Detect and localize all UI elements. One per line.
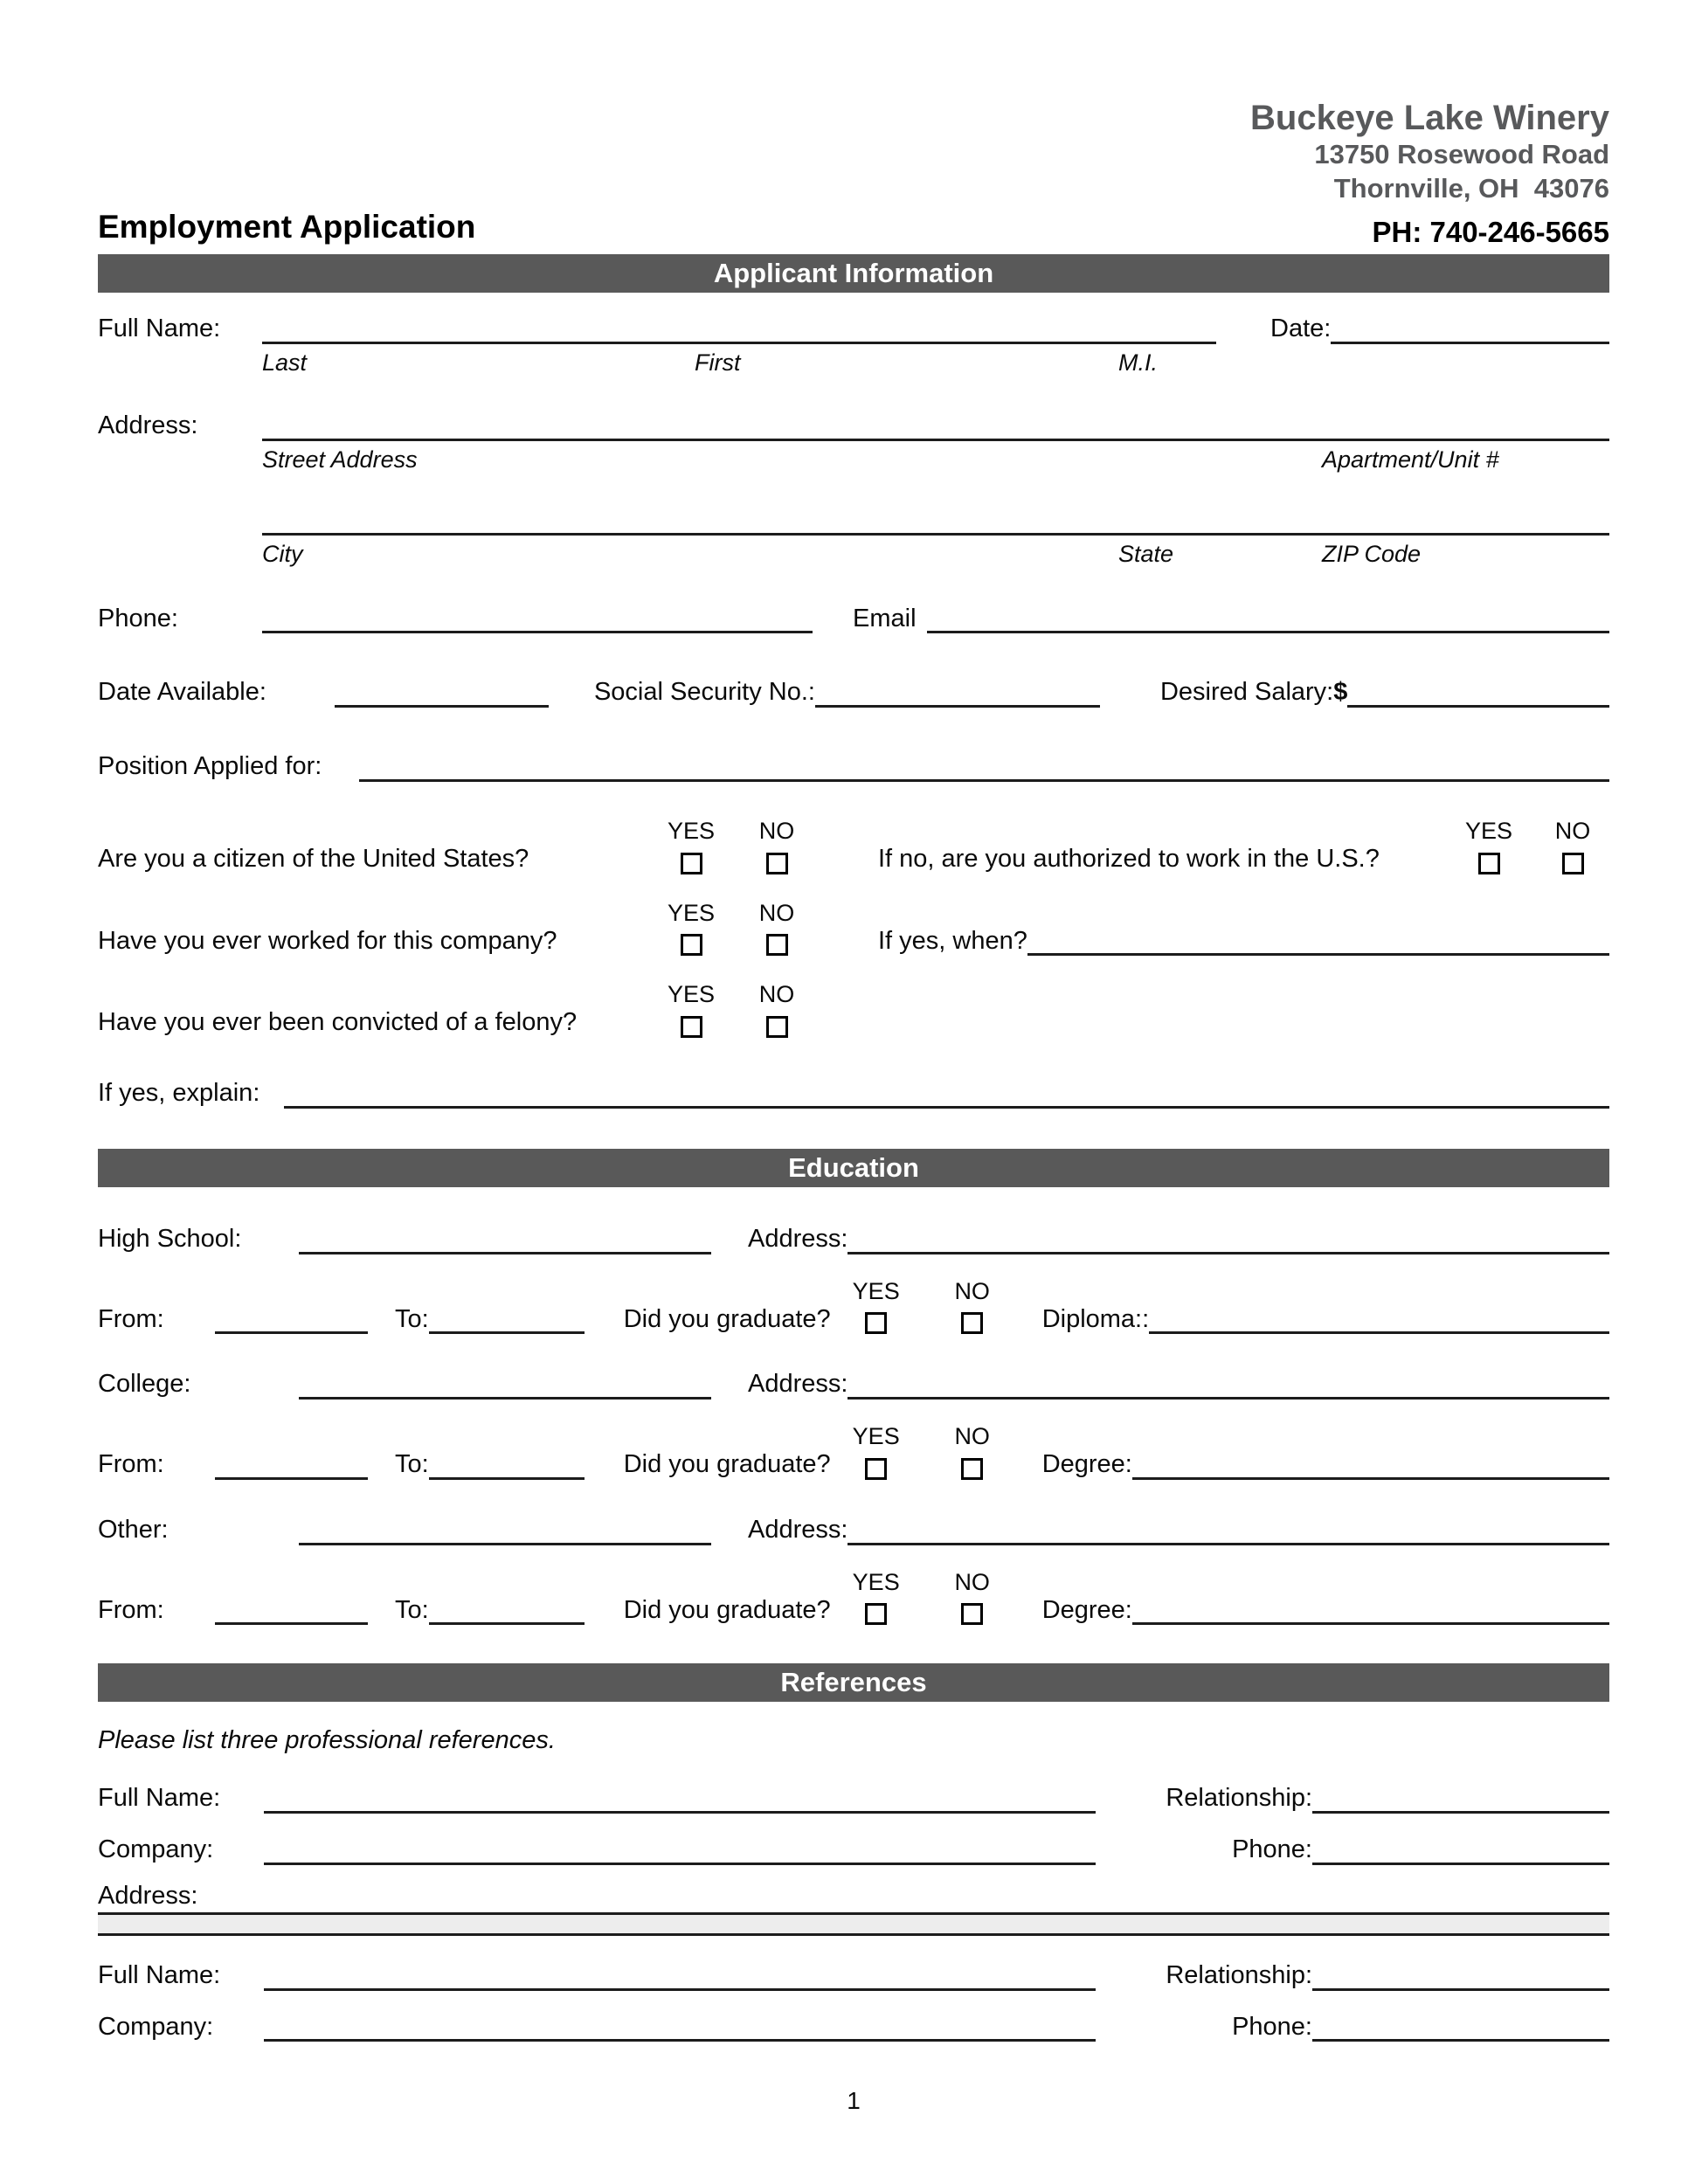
- worked-yes-label: YES: [667, 899, 716, 926]
- felony-yes-checkbox[interactable]: [681, 1016, 702, 1038]
- ref2-name-row: [98, 1960, 1609, 1991]
- citizen-no-option: [752, 819, 801, 874]
- position-field[interactable]: [359, 756, 1609, 782]
- college-graduate-label: Did you graduate?: [623, 1450, 831, 1479]
- worked-question-label: Have you ever worked for this company?: [98, 926, 557, 955]
- high-school-label: High School:: [98, 1224, 242, 1253]
- ref1-full-name-field[interactable]: [264, 1787, 1096, 1814]
- other-grad-no-label: NO: [954, 1568, 990, 1595]
- felony-no-checkbox[interactable]: [766, 1016, 788, 1038]
- desired-salary-label: Desired Salary:: [1159, 678, 1334, 707]
- ref2-phone-label: Phone:: [1232, 2012, 1312, 2041]
- college-degree-label: Degree:: [1041, 1450, 1132, 1479]
- section-header-references: References: [98, 1663, 1609, 1702]
- other-grad-no-option: [948, 1570, 997, 1626]
- position-row: [98, 751, 1609, 782]
- college-row: [98, 1369, 1609, 1400]
- other-label: Other:: [98, 1515, 169, 1544]
- hs-grad-yes-checkbox[interactable]: [865, 1312, 887, 1334]
- authorized-question-label: If no, are you authorized to work in the U.S.?: [878, 844, 1380, 873]
- college-to-label: To:: [395, 1450, 429, 1479]
- ref2-company-field[interactable]: [264, 2015, 1096, 2042]
- date-label: Date:: [1270, 314, 1332, 343]
- worked-yes-checkbox[interactable]: [681, 934, 702, 956]
- hs-grad-no-label: NO: [954, 1277, 990, 1304]
- other-grad-row: [98, 1570, 1609, 1626]
- other-grad-yes-label: YES: [852, 1568, 900, 1595]
- ref1-address-label: Address:: [98, 1881, 198, 1910]
- explain-label: If yes, explain:: [98, 1079, 260, 1108]
- hs-to-label: To:: [395, 1304, 429, 1333]
- hs-graduate-label: Did you graduate?: [623, 1304, 831, 1333]
- when-label: If yes, when?: [878, 926, 1027, 955]
- worked-yes-option: [667, 901, 716, 957]
- college-grad-no-option: [948, 1424, 997, 1480]
- felony-yes-label: YES: [667, 981, 716, 1008]
- company-info-block: [1250, 98, 1609, 249]
- citizen-question-label: Are you a citizen of the United States?: [98, 844, 529, 873]
- citizen-no-label: NO: [758, 818, 795, 845]
- ref1-phone-label: Phone:: [1232, 1835, 1312, 1864]
- college-degree-field[interactable]: [1132, 1454, 1609, 1480]
- section-header-education: Education: [98, 1149, 1609, 1187]
- state-sublabel: State: [1118, 540, 1174, 567]
- hs-grad-yes-option: [852, 1279, 901, 1335]
- college-field[interactable]: [299, 1373, 711, 1400]
- ref1-address-block: [98, 1881, 1609, 1936]
- college-to-field[interactable]: [429, 1454, 585, 1480]
- college-grad-row: [98, 1424, 1609, 1480]
- address-sublabels: [98, 441, 1609, 480]
- full-name-field[interactable]: [262, 318, 1216, 344]
- phone-label: Phone:: [98, 604, 178, 632]
- address-label: Address:: [98, 411, 198, 439]
- address-row: [98, 411, 1609, 441]
- email-label: Email: [853, 604, 917, 632]
- ref2-full-name-field[interactable]: [264, 1965, 1096, 1991]
- company-name: Buckeye Lake Winery: [1250, 99, 1609, 137]
- other-from-label: From:: [98, 1595, 164, 1624]
- hs-diploma-field[interactable]: [1149, 1308, 1609, 1334]
- full-name-row: [98, 314, 1609, 344]
- worked-no-option: [752, 901, 801, 957]
- college-from-label: From:: [98, 1450, 164, 1479]
- felony-yes-option: [667, 982, 716, 1038]
- high-school-grad-row: [98, 1279, 1609, 1335]
- date-available-label: Date Available:: [98, 678, 266, 707]
- citizen-yes-option: [667, 819, 716, 874]
- other-degree-label: Degree:: [1041, 1595, 1132, 1624]
- other-field[interactable]: [299, 1519, 711, 1545]
- page-header: [98, 98, 1609, 249]
- hs-from-field[interactable]: [215, 1308, 368, 1334]
- college-grad-yes-checkbox[interactable]: [865, 1458, 887, 1480]
- hs-grad-yes-label: YES: [852, 1277, 900, 1304]
- other-to-label: To:: [395, 1595, 429, 1624]
- other-from-field[interactable]: [215, 1599, 368, 1625]
- explain-row: [98, 1078, 1609, 1109]
- college-address-label: Address:: [748, 1370, 848, 1399]
- apartment-sublabel: Apartment/Unit #: [1322, 446, 1499, 473]
- street-address-sublabel: Street Address: [262, 446, 418, 473]
- authorized-no-option: [1548, 819, 1597, 874]
- felony-no-option: [752, 982, 801, 1038]
- ref2-full-name-label: Full Name:: [98, 1960, 221, 1989]
- other-address-label: Address:: [748, 1515, 848, 1544]
- desired-salary-field[interactable]: [1347, 681, 1609, 708]
- other-grad-no-checkbox[interactable]: [961, 1603, 983, 1625]
- other-grad-yes-checkbox[interactable]: [865, 1603, 887, 1625]
- form-title: Employment Application: [98, 209, 476, 245]
- ref2-phone-field[interactable]: [1312, 2015, 1609, 2042]
- ref1-relationship-field[interactable]: [1312, 1787, 1609, 1814]
- authorized-yes-checkbox[interactable]: [1478, 853, 1500, 874]
- ref1-company-label: Company:: [98, 1835, 214, 1864]
- city-state-zip-sublabels: [98, 536, 1609, 574]
- ref2-company-label: Company:: [98, 2012, 214, 2041]
- ref2-relationship-label: Relationship:: [1166, 1960, 1312, 1989]
- worked-question-row: [98, 901, 1609, 957]
- name-sublabels: [98, 344, 1609, 383]
- felony-no-label: NO: [758, 981, 795, 1008]
- ref1-company-row: [98, 1835, 1609, 1865]
- city-state-zip-field[interactable]: [262, 529, 1609, 536]
- felony-question-row: [98, 982, 1609, 1038]
- ref1-company-field[interactable]: [264, 1839, 1096, 1865]
- hs-grad-no-option: [948, 1279, 997, 1335]
- high-school-field[interactable]: [299, 1228, 711, 1254]
- company-address-line1: 13750 Rosewood Road: [1314, 139, 1609, 169]
- company-address-line2: Thornville, OH 43076: [1333, 172, 1609, 204]
- hs-to-field[interactable]: [429, 1308, 585, 1334]
- ref2-company-row: [98, 2012, 1609, 2042]
- other-grad-yes-option: [852, 1570, 901, 1626]
- explain-field[interactable]: [284, 1082, 1609, 1109]
- felony-question-label: Have you ever been convicted of a felony?: [98, 1008, 578, 1037]
- mi-sublabel: M.I.: [1118, 349, 1158, 376]
- ssn-field[interactable]: [815, 681, 1100, 708]
- city-state-zip-row: [98, 529, 1609, 536]
- ref2-relationship-field[interactable]: [1312, 1965, 1609, 1991]
- ref1-name-row: [98, 1783, 1609, 1814]
- college-grad-yes-option: [852, 1424, 901, 1480]
- position-label: Position Applied for:: [98, 752, 322, 781]
- hs-diploma-label: Diploma::: [1041, 1304, 1150, 1333]
- full-name-label: Full Name:: [98, 314, 221, 343]
- worked-no-label: NO: [758, 899, 795, 926]
- page-number: 1: [847, 2087, 861, 2115]
- section-header-applicant-information: Applicant Information: [98, 254, 1609, 293]
- references-note: Please list three professional references.: [98, 1726, 556, 1755]
- email-field[interactable]: [927, 607, 1609, 633]
- high-school-row: [98, 1224, 1609, 1254]
- other-graduate-label: Did you graduate?: [623, 1595, 831, 1624]
- ssn-label: Social Security No.:: [593, 678, 815, 707]
- dollar-sign: $: [1333, 678, 1348, 707]
- other-address-field[interactable]: [847, 1519, 1609, 1545]
- high-school-address-label: Address:: [748, 1224, 848, 1253]
- authorized-yes-label: YES: [1464, 818, 1513, 845]
- street-address-field[interactable]: [262, 415, 1609, 441]
- college-grad-no-checkbox[interactable]: [961, 1458, 983, 1480]
- worked-no-checkbox[interactable]: [766, 934, 788, 956]
- availability-row: [98, 677, 1609, 708]
- zip-sublabel: ZIP Code: [1322, 540, 1422, 567]
- authorized-yes-option: [1464, 819, 1513, 874]
- hs-from-label: From:: [98, 1304, 164, 1333]
- first-sublabel: First: [695, 349, 741, 376]
- city-sublabel: City: [262, 540, 303, 567]
- last-sublabel: Last: [262, 349, 308, 376]
- date-field[interactable]: [1331, 318, 1609, 344]
- citizen-yes-label: YES: [667, 818, 716, 845]
- citizen-question-row: [98, 819, 1609, 874]
- ref1-full-name-label: Full Name:: [98, 1784, 221, 1813]
- other-school-row: [98, 1515, 1609, 1545]
- college-grad-yes-label: YES: [852, 1423, 900, 1450]
- ref1-address-field-line2[interactable]: [98, 1915, 1609, 1936]
- date-available-field[interactable]: [335, 681, 549, 708]
- other-to-field[interactable]: [429, 1599, 585, 1625]
- college-from-field[interactable]: [215, 1454, 368, 1480]
- college-address-field[interactable]: [847, 1373, 1609, 1400]
- authorized-no-label: NO: [1554, 818, 1591, 845]
- hs-grad-no-checkbox[interactable]: [961, 1312, 983, 1334]
- high-school-address-field[interactable]: [847, 1228, 1609, 1254]
- citizen-no-checkbox[interactable]: [766, 853, 788, 874]
- phone-field[interactable]: [262, 607, 813, 633]
- when-field[interactable]: [1027, 930, 1609, 956]
- college-grad-no-label: NO: [954, 1423, 990, 1450]
- phone-email-row: [98, 604, 1609, 634]
- ref1-relationship-label: Relationship:: [1166, 1784, 1312, 1813]
- citizen-yes-checkbox[interactable]: [681, 853, 702, 874]
- authorized-no-checkbox[interactable]: [1562, 853, 1584, 874]
- other-degree-field[interactable]: [1132, 1599, 1609, 1625]
- company-phone: PH: 740-246-5665: [1372, 215, 1609, 248]
- college-label: College:: [98, 1370, 191, 1399]
- ref1-phone-field[interactable]: [1312, 1839, 1609, 1865]
